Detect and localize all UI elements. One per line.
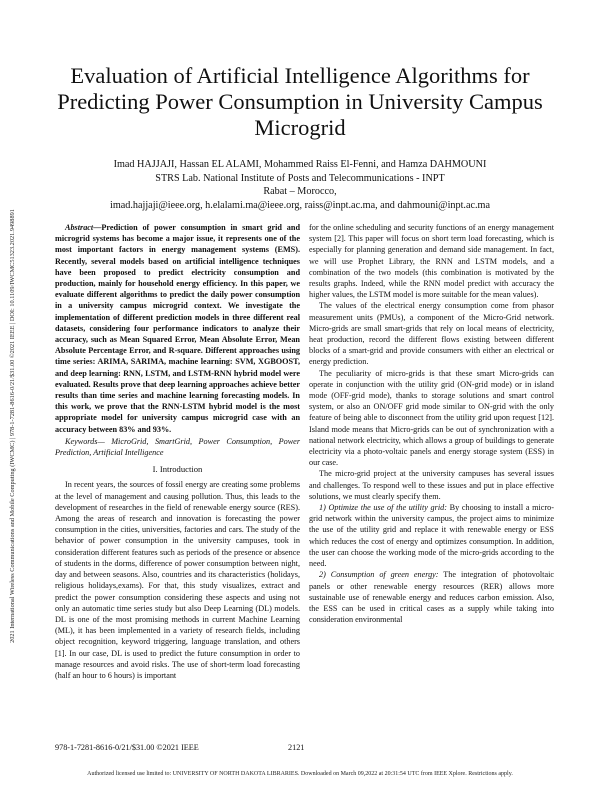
left-column (55, 222, 300, 681)
intro-paragraph-2: for the online scheduling and security functions of an energy management system [2]. This paper will focus on short term load forecasting, which is especially for planning generation and demand side management. In fact, we will use Prophet Library, the RNN and LSTM models, and a combination of the two models (this combination is motivated by the results graphs. Indeed, while the RNN model predict with accuracy the higher values, the LSTM model is more suitable for the mean values). (309, 223, 554, 300)
list-item-2-text: The integration of photovoltaic panels or other renewable energy resources (RER) allows more sustainable use of renewable energy and reduces carbon emission. Also, the ESS can be used in critical cases as a supply while taking into consideration environmental (309, 570, 554, 625)
author-names: Imad HAJJAJI, Hassan EL ALAMI, Mohammed Raiss El-Fenni, and Hamza DAHMOUNI (113, 159, 487, 170)
author-emails: imad.hajjaji@ieee.org, h.elalami.ma@ieee.org, raiss@inpt.ac.ma, and dahmouni@inpt.ac.ma (109, 199, 490, 211)
list-item-1-label: 1) Optimize the use of the utility grid: (319, 503, 447, 513)
abstract (55, 222, 300, 435)
abstract-text: —Prediction of power consumption in smart grid and microgrid systems has become a major issue, it represents one of the most important factors in energy management systems (EMS). Recently, several models based on artificial intelligence techniques have been proposed to predict electricity consumption and production, mainly for household energy efficiency. In this paper, we evaluate different algorithms to predict the daily power consumption in a university campus microgrid context. We investigate the implementation of different prediction models in three different real datasets, considering four performance indicators to analyze their accuracy, such as Mean Squared Error, Mean Absolute Error, Mean Absolute Percentage Error, and R-square. Different approaches using time series: ARIMA, SARIMA, machine learning: SVM, XGBOOST, and deep learning: RNN, LSTM, and LSTM-RNN hybrid model were evaluated. Results prove that deep learning approaches achieve better results than time series and machine learning forecasting models. In this work, we prove that the RNN-LSTM hybrid model is the most appropriate model for university campus microgrid case with an accuracy between 83% and 93%. (55, 223, 300, 434)
author-block (60, 158, 540, 212)
intro-paragraph-3: The values of the electrical energy consumption come from phasor measurement units (PMUs), a component of the Micro-Grid network. Micro-grids are small smart-grids that rely on local means of electricity, heat production, record the different flows existing between different blocks of a smart-grid and provide consumers with either an electrical or energy prediction. (309, 301, 554, 367)
footer-copyright: 978-1-7281-8616-0/21/$31.00 ©2021 IEEE (55, 743, 199, 752)
list-item-2 (309, 569, 554, 625)
right-column (309, 222, 554, 625)
page-number: 2121 (288, 743, 305, 752)
paper-title: Evaluation of Artificial Intelligence Algorithms for Predicting Power Consumption in University Campus Microgrid (57, 63, 543, 140)
intro-paragraph-1: In recent years, the sources of fossil energy are creating some problems at the level of management and causing pollution. Thus, this leads to the development of researches in the field of renewable energy source (RES). Among the areas of research and innovation is forecasting the power consumption in the cities, universities, factories and cars. The study of the behavior of power consumption in the university campuses, took in consideration different features such as periods of the presence or absence of students in the dorms, difference of power consumption between night, day and between seasons. Also, countries and its characteristics (holidays, religious holidays,exams). For that, this study visualizes, extract and predict the power consumption considering these aspects and using not only an automatic time series study but also Deep Learning (DL) models. DL is one of the most promising methods in current Machine Learning (ML), it has been implemented in a variety of research fields, including object recognition, keyword triggering, language translation, and others [1]. In our case, DL is used to predict the future consumption in order to manage resources and avoid risks. The use of short-term load forecasting (half an hour to 6 hours) is important (55, 480, 300, 680)
intro-paragraph-5: The micro-grid project at the university campuses has several issues and challenges. To respond well to these issues and put in place effective solutions, we must clearly specify them. (309, 469, 554, 501)
keywords-label: Keywords (65, 436, 98, 446)
sidebar-doi-text: 2021 International Wireless Communications and Mobile Computing (IWCMC) | 978-1-7281-8616-0/21/$31.00 ©2021 IEEE | DOI: 10.1109/IWCMC51323.2021.9498891 (9, 209, 16, 643)
author-location: Rabat – Morocco, (263, 186, 337, 197)
list-item-1-text: By choosing to install a micro-grid network within the university campus, the project aims to minimize the use of the utility grid and replace it with renewable energy or ESS which reduces the cost of energy and optimizes consumption. In addition, the user can choose the working mode of the micro-grids according to the need. (309, 503, 554, 569)
keywords-text: — MicroGrid, SmartGrid, Power Consumption, Power Prediction, Artificial Intelligence (55, 436, 300, 458)
author-affiliation: STRS Lab. National Institute of Posts and Telecommunications - INPT (155, 172, 445, 184)
list-item-1 (309, 502, 554, 569)
abstract-label: Abstract (65, 223, 94, 232)
list-item-2-label: 2) Consumption of green energy: (319, 570, 439, 580)
intro-paragraph-4: The peculiarity of micro-grids is that these smart Micro-grids can operate in conjunction with the utility grid (ON-grid mode) or in island mode (OFF-grid mode), thanks to storage solutions and smart control system, or also an ON/OFF grid mode similar to ON-grid with the only feature of being able to disconnect from the utility grid upon request [12]. Island mode means that Micro-grids can be out of synchronization with a national network electricity, which allows a group of buildings to generate electricity via a photo-voltaic panels and energy storage system (ESS) in our case. (309, 368, 554, 468)
section-heading-introduction: I. Introduction (152, 464, 203, 475)
keywords (55, 436, 300, 458)
license-notice: Authorized licensed use limited to: UNIVERSITY OF NORTH DAKOTA LIBRARIES. Downloaded on March 09,2022 at 20:31:54 UTC from IEEE Xplore. Restrictions apply. (87, 771, 513, 777)
